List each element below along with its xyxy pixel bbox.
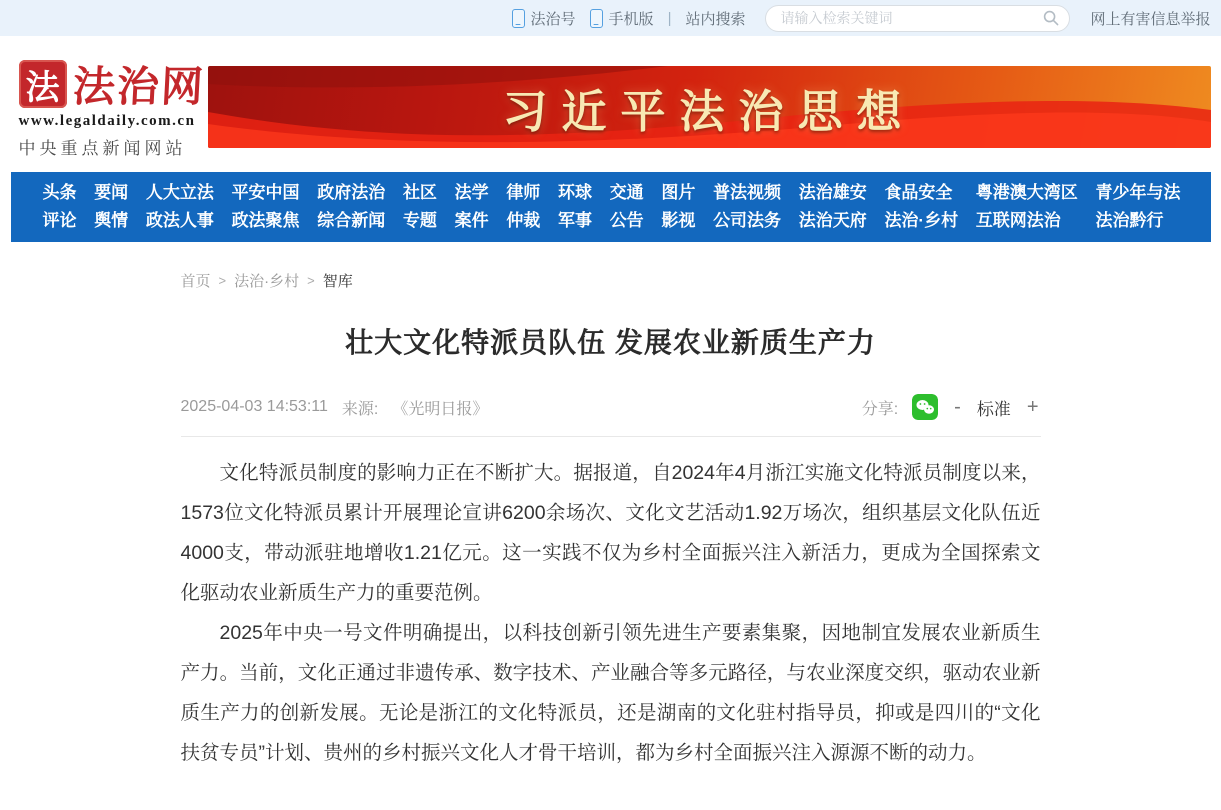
nav-item[interactable]: 青少年与法 xyxy=(1095,183,1181,202)
nav-item[interactable]: 综合新闻 xyxy=(317,211,386,230)
breadcrumb-section[interactable]: 法治·乡村 xyxy=(234,273,300,290)
article-body xyxy=(181,453,1041,789)
article-meta-bar xyxy=(181,394,1041,437)
search-box xyxy=(765,5,1070,32)
nav-item[interactable]: 环球 xyxy=(558,183,592,202)
nav-item[interactable]: 案件 xyxy=(454,211,489,230)
nav-item[interactable]: 头条 xyxy=(42,183,77,202)
nav-item[interactable]: 粤港澳大湾区 xyxy=(975,183,1078,202)
nav-item[interactable]: 社区 xyxy=(402,183,437,202)
nav-item[interactable]: 公告 xyxy=(609,211,644,230)
nav-item[interactable]: 公司法务 xyxy=(713,211,782,230)
xjp-rule-of-law-banner[interactable] xyxy=(208,66,1211,148)
topbar-separator: | xyxy=(667,9,672,27)
nav-item[interactable]: 军事 xyxy=(558,211,592,230)
article-title: 壮大文化特派员队伍 发展农业新质生产力 xyxy=(345,327,876,358)
site-search-label: 站内搜索 xyxy=(685,10,746,28)
breadcrumb-separator: > xyxy=(307,273,315,288)
font-size-increase-button[interactable]: + xyxy=(1026,396,1039,418)
font-size-standard-button[interactable]: 标准 xyxy=(976,399,1011,419)
phone-icon xyxy=(512,9,525,28)
site-url: www.legaldaily.com.cn xyxy=(18,113,196,129)
fazhihao-link[interactable] xyxy=(512,8,576,29)
nav-item[interactable]: 法治天府 xyxy=(798,211,867,230)
nav-item[interactable]: 法治黔行 xyxy=(1095,211,1164,230)
nav-item[interactable]: 交通 xyxy=(609,183,644,202)
breadcrumb-home[interactable]: 首页 xyxy=(180,273,211,290)
source-name: 《光明日报》 xyxy=(392,400,489,418)
font-size-decrease-button[interactable]: - xyxy=(954,396,961,418)
nav-item[interactable]: 法学 xyxy=(454,183,489,202)
mobile-version-link[interactable] xyxy=(590,8,654,29)
nav-item[interactable]: 要闻 xyxy=(94,183,129,202)
legal-daily-seal-icon: 法 xyxy=(19,60,67,108)
banner-title: 习近平法治思想 xyxy=(502,84,916,138)
article-paragraph: 文化特派员制度的影响力正在不断扩大。据报道，自2024年4月浙江实施文化特派员制度以来，1573位文化特派员累计开展理论宣讲6200余场次、文化文艺活动1.92万场次，组织基层文化队伍近4000支，带动派驻地增收1.21亿元。这一实践不仅为乡村全面振兴注入新活力，更成为全国探索文化驱动农业新质生产力的重要范例。 xyxy=(180,462,1041,604)
top-utility-bar xyxy=(0,0,1221,36)
source-label: 来源: xyxy=(341,400,379,418)
nav-item[interactable]: 图片 xyxy=(661,183,696,202)
nav-item[interactable]: 法治·乡村 xyxy=(884,211,959,230)
search-icon[interactable] xyxy=(1043,10,1059,26)
wechat-share-icon[interactable] xyxy=(912,394,938,420)
nav-item[interactable]: 政法人事 xyxy=(145,211,214,230)
article-container xyxy=(181,270,1041,789)
mobile-version-label: 手机版 xyxy=(608,10,654,28)
nav-item[interactable]: 普法视频 xyxy=(713,183,782,202)
share-label: 分享: xyxy=(861,400,899,418)
search-input[interactable] xyxy=(765,5,1070,32)
site-name: 法治网 xyxy=(71,62,206,111)
nav-item[interactable]: 政府法治 xyxy=(317,183,386,202)
publish-datetime: 2025-04-03 14:53:11 xyxy=(180,398,328,415)
site-logo[interactable] xyxy=(11,60,208,159)
fazhihao-label: 法治号 xyxy=(530,10,576,28)
breadcrumb-separator: > xyxy=(218,273,227,288)
nav-item[interactable]: 舆情 xyxy=(94,211,129,230)
nav-item[interactable]: 政法聚焦 xyxy=(231,211,300,230)
phone-icon xyxy=(590,9,603,28)
harmful-info-report-link[interactable]: 网上有害信息举报 xyxy=(1090,10,1211,28)
nav-item[interactable]: 影视 xyxy=(661,211,696,230)
nav-item[interactable]: 人大立法 xyxy=(145,183,214,202)
nav-item[interactable]: 法治雄安 xyxy=(798,183,867,202)
breadcrumb xyxy=(181,270,1041,291)
nav-item[interactable]: 律师 xyxy=(506,183,541,202)
nav-item[interactable]: 互联网法治 xyxy=(975,211,1061,230)
site-subtitle: 中央重点新闻网站 xyxy=(18,139,187,158)
site-header xyxy=(11,36,1211,172)
nav-item[interactable]: 评论 xyxy=(42,211,77,230)
nav-item[interactable]: 专题 xyxy=(402,211,437,230)
article-paragraph: 2025年中央一号文件明确提出，以科技创新引领先进生产要素集聚，因地制宜发展农业新质生产力。当前，文化正通过非遗传承、数字技术、产业融合等多元路径，与农业深度交织，驱动农业新质生产力的创新发展。无论是浙江的文化特派员，还是湖南的文化驻村指导员，抑或是四川的“文化扶贫专员”计划、贵州的乡村振兴文化人才骨干培训，都为乡村全面振兴注入源源不断的动力。 xyxy=(180,622,1041,764)
nav-item[interactable]: 平安中国 xyxy=(231,183,300,202)
breadcrumb-current[interactable]: 智库 xyxy=(322,273,353,290)
main-nav xyxy=(11,172,1211,242)
nav-item[interactable]: 仲裁 xyxy=(506,211,541,230)
nav-item[interactable]: 食品安全 xyxy=(884,183,953,202)
